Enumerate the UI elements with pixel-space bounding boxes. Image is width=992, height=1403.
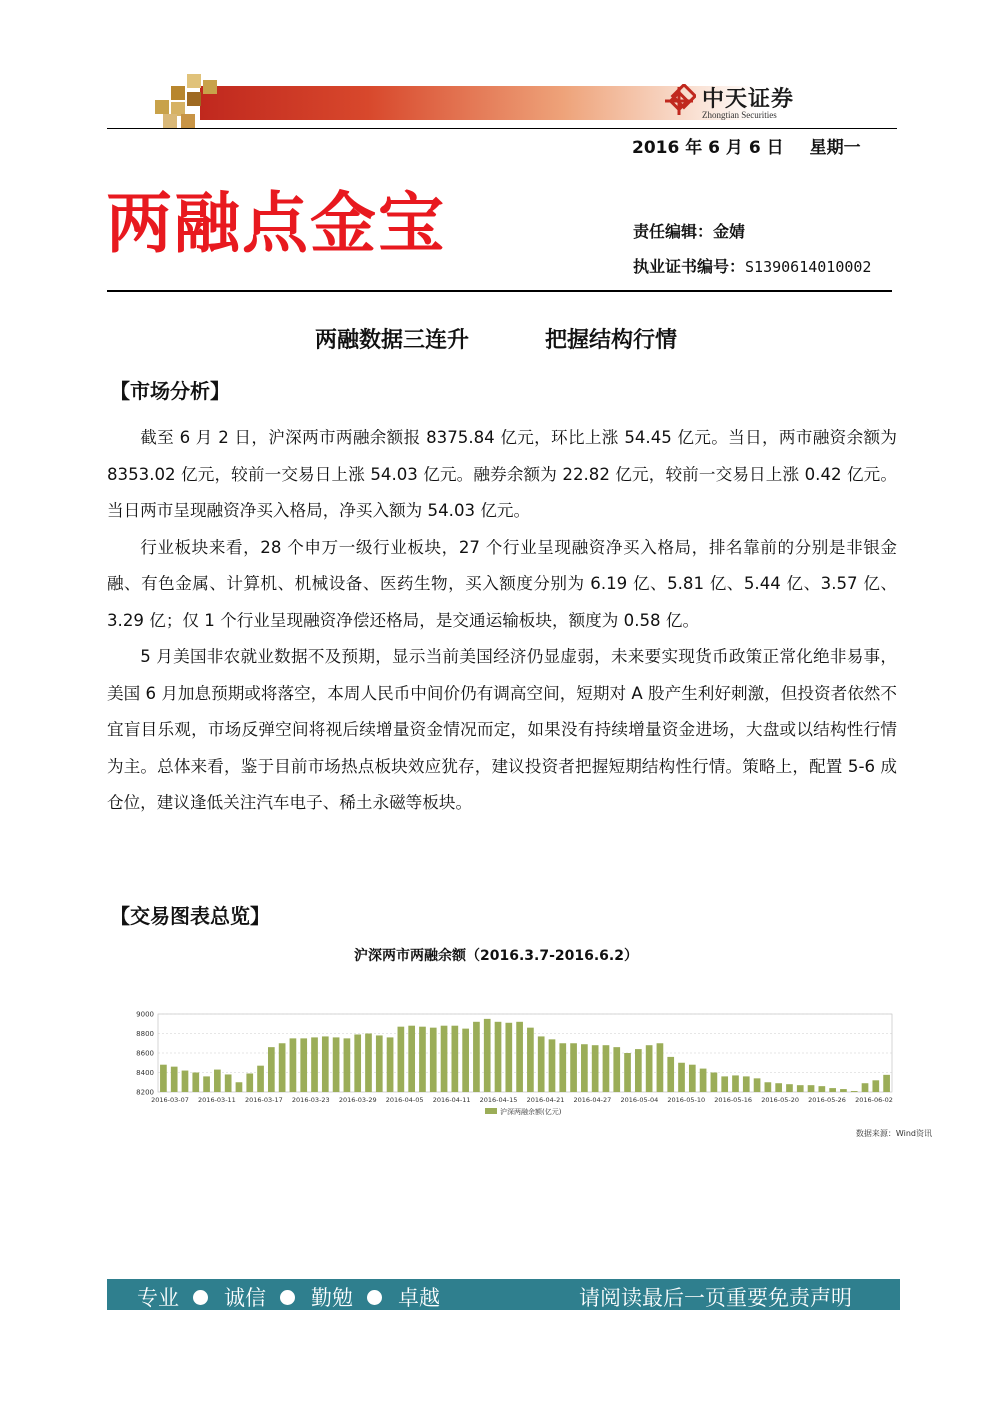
bar — [505, 1023, 512, 1092]
bar — [700, 1069, 707, 1092]
bar — [365, 1034, 372, 1093]
paragraph: 行业板块来看，28 个申万一级行业板块，27 个行业呈现融资净买入格局，排名靠前的分别是非银金融、有色金属、计算机、机械设备、医药生物，买入额度分别为 6.19 亿、5.81 亿、5.44 亿、3.57 亿、3.29 亿；仅 1 个行业呈现融资净偿还格局，是交通运输板块，额度为 0.58 亿。 — [107, 537, 897, 630]
footer-value: 勤勉 — [311, 1286, 353, 1310]
bar — [290, 1038, 297, 1092]
bar — [559, 1043, 566, 1092]
bar — [333, 1037, 340, 1092]
bar — [840, 1089, 847, 1092]
legend-label: 沪深两融余额(亿元) — [500, 1108, 562, 1116]
bar — [171, 1067, 178, 1092]
title-rule — [107, 290, 892, 292]
editor-name: 金婧 — [713, 222, 746, 241]
bar — [160, 1065, 167, 1092]
y-tick-label: 8800 — [136, 1030, 154, 1038]
bar — [192, 1073, 199, 1093]
x-tick-label: 2016-04-15 — [479, 1096, 518, 1104]
bar — [451, 1026, 458, 1092]
company-logo — [662, 80, 842, 124]
banner-blocks-decoration — [155, 74, 219, 128]
bar — [711, 1073, 718, 1093]
x-tick-label: 2016-04-05 — [385, 1096, 424, 1104]
logo-name-cn: 中天证券 — [702, 87, 795, 112]
paragraph: 截至 6 月 2 日，沪深两市两融余额报 8375.84 亿元，环比上涨 54.45 亿元。当日，两市融资余额为 8353.02 亿元，较前一交易日上涨 54.03 亿元。融券余额为 22.82 亿元，较前一交易日上涨 0.42 亿元。当日两市呈现融资净买入格局，净买入额为 54.03 亿元。 — [107, 428, 897, 520]
paragraph: 5 月美国非农就业数据不及预期，显示当前美国经济仍显虚弱，未来要实现货币政策正常化绝非易事，美国 6 月加息预期或将落空，本周人民币中间价仍有调高空间，短期对 A 股产生利好刺激，但投资者依然不宜盲目乐观，市场反弹空间将视后续增量资金情况而定，如果没有持续增量资金进场，大盘或以结构性行情为主。总体来看，鉴于目前市场热点板块效应犹存，建议投资者把握短期结构性行情。策略上，配置 5-6 成仓位，建议逢低关注汽车电子、稀土永磁等板块。 — [107, 647, 897, 812]
bar — [581, 1044, 588, 1092]
bar — [603, 1045, 610, 1092]
bar — [818, 1086, 825, 1092]
chart-title: 沪深两市两融余额（2016.3.7-2016.6.2） — [354, 948, 638, 964]
bar — [667, 1057, 674, 1092]
subtitle-right: 把握结构行情 — [545, 328, 678, 353]
bar — [279, 1043, 286, 1092]
bar — [754, 1078, 761, 1092]
bar — [430, 1028, 437, 1092]
bar — [721, 1076, 728, 1092]
legend-swatch — [485, 1108, 497, 1114]
footer-bar — [107, 1279, 900, 1310]
cert-number: S1390614010002 — [745, 258, 872, 276]
bar — [689, 1065, 696, 1092]
x-tick-label: 2016-05-26 — [808, 1096, 846, 1104]
bar — [484, 1019, 491, 1092]
y-tick-label: 8600 — [136, 1049, 154, 1058]
y-tick-label: 8400 — [136, 1069, 154, 1077]
x-tick-label: 2016-03-29 — [338, 1096, 377, 1104]
x-tick-label: 2016-03-17 — [244, 1096, 283, 1104]
market-analysis-body — [107, 420, 897, 822]
bullet-icon — [367, 1290, 382, 1305]
x-tick-label: 2016-06-02 — [855, 1096, 893, 1104]
header-rule — [107, 128, 897, 129]
footer-values — [137, 1282, 454, 1312]
x-tick-label: 2016-03-23 — [291, 1096, 330, 1104]
editor-line — [633, 219, 745, 242]
bar — [419, 1027, 426, 1092]
x-tick-label: 2016-05-04 — [620, 1096, 659, 1104]
bar — [657, 1043, 664, 1092]
logo-name-en: Zhongtian Securities — [702, 110, 777, 120]
cert-label: 执业证书编号： — [633, 257, 746, 276]
bar — [387, 1037, 394, 1092]
bullet-icon — [193, 1290, 208, 1305]
chart-source: 数据来源：Wind资讯 — [855, 1129, 932, 1138]
bar — [203, 1076, 210, 1092]
bar — [883, 1075, 890, 1092]
bar — [236, 1082, 243, 1092]
x-tick-label: 2016-04-21 — [526, 1096, 565, 1104]
footer-value: 专业 — [137, 1286, 179, 1310]
bar — [743, 1076, 750, 1092]
disclaimer-notice: 请阅读最后一页重要免责声明 — [579, 1286, 852, 1310]
bar — [592, 1045, 599, 1092]
bar — [851, 1091, 858, 1092]
x-tick-label: 2016-04-27 — [573, 1096, 612, 1104]
subtitle — [0, 323, 992, 354]
bar — [257, 1066, 264, 1092]
subtitle-left: 两融数据三连升 — [314, 328, 469, 353]
bar — [570, 1043, 577, 1092]
bar — [732, 1075, 739, 1092]
margin-balance-bar-chart — [130, 1000, 900, 1120]
bar — [462, 1029, 469, 1092]
bar — [495, 1022, 502, 1092]
bar — [214, 1070, 221, 1092]
logo-mark-icon — [662, 84, 696, 118]
bar — [300, 1038, 307, 1092]
bar — [354, 1034, 361, 1092]
bar — [311, 1037, 318, 1092]
bar — [182, 1071, 189, 1092]
x-tick-label: 2016-03-11 — [198, 1096, 236, 1104]
x-tick-label: 2016-05-16 — [714, 1096, 753, 1104]
section-heading-market: 【市场分析】 — [110, 379, 230, 403]
bar — [527, 1028, 534, 1092]
y-tick-label: 9000 — [136, 1010, 154, 1019]
bar — [786, 1084, 793, 1092]
bar — [646, 1045, 653, 1092]
bar — [549, 1039, 556, 1092]
x-tick-label: 2016-05-10 — [667, 1096, 706, 1104]
bar — [624, 1053, 631, 1092]
bar — [872, 1080, 879, 1092]
bar — [225, 1074, 232, 1092]
bar — [797, 1085, 804, 1092]
cert-line — [633, 254, 871, 277]
bar — [398, 1027, 405, 1092]
bar — [775, 1083, 782, 1092]
bar — [635, 1049, 642, 1092]
bar — [473, 1022, 480, 1092]
bar — [344, 1038, 351, 1092]
section-heading-charts: 【交易图表总览】 — [110, 904, 270, 928]
bar — [246, 1073, 253, 1092]
header-banner — [155, 74, 900, 128]
editor-label: 责任编辑： — [633, 222, 714, 241]
x-tick-label: 2016-03-07 — [151, 1096, 189, 1104]
report-date — [632, 133, 861, 158]
bar — [613, 1047, 620, 1092]
bar — [538, 1036, 545, 1092]
bar — [678, 1063, 685, 1092]
footer-value: 诚信 — [224, 1286, 266, 1310]
bar — [765, 1082, 772, 1092]
bar — [829, 1088, 836, 1092]
bar — [376, 1035, 383, 1092]
footer-value: 卓越 — [398, 1286, 440, 1310]
bar — [441, 1026, 448, 1092]
bar — [408, 1026, 415, 1092]
x-tick-label: 2016-05-20 — [761, 1096, 800, 1104]
report-title: 两融点金宝 — [106, 185, 446, 262]
y-tick-label: 8200 — [136, 1088, 154, 1097]
bar — [268, 1047, 275, 1092]
bar — [516, 1022, 523, 1092]
bullet-icon — [280, 1290, 295, 1305]
bar — [862, 1083, 869, 1092]
weekday-text: 星期一 — [809, 138, 861, 158]
date-text: 2016 年 6 月 6 日 — [632, 138, 784, 158]
bar — [322, 1036, 329, 1092]
x-tick-label: 2016-04-11 — [432, 1096, 471, 1104]
bar — [808, 1085, 815, 1092]
